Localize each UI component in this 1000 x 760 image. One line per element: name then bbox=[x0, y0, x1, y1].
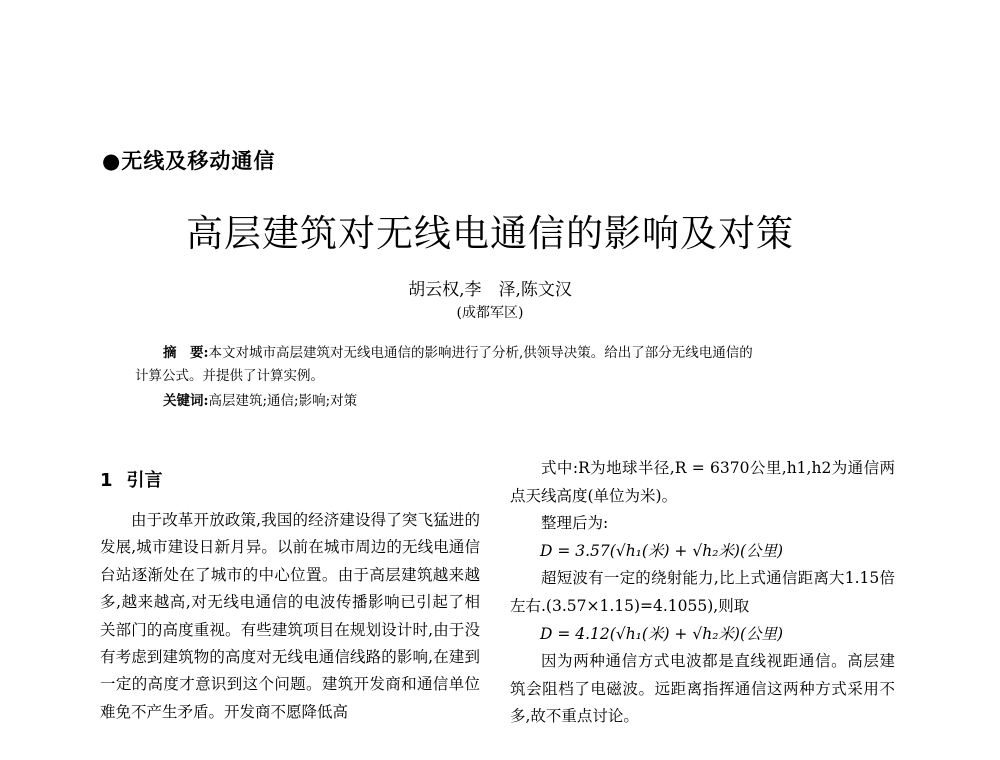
left-column bbox=[100, 466, 480, 726]
line-of-sight-note: 因为两种通信方式电波都是直线视距通信。高层建筑会阻档了电磁波。远距离指挥通信这两种方式采用不多,故不重点讨论。 bbox=[510, 652, 895, 726]
section-tag: ●无线及移动通信 bbox=[102, 149, 276, 173]
section-heading bbox=[100, 466, 480, 492]
abstract bbox=[135, 342, 855, 388]
section-number: 1 bbox=[100, 470, 113, 491]
abstract-label: 摘 要: bbox=[163, 345, 209, 361]
right-column bbox=[510, 455, 895, 731]
paper-title: 高层建筑对无线电通信的影响及对策 bbox=[186, 212, 794, 255]
symbol-definition: 式中:R为地球半径,R = 6370公里,h1,h2为通信两点天线高度(单位为米)。 bbox=[510, 459, 895, 505]
simplify-note: 整理后为: bbox=[541, 514, 609, 533]
keywords bbox=[163, 389, 357, 409]
diffraction-note: 超短波有一定的绕射能力,比上式通信距离大1.15倍左右.(3.57×1.15)=4.1055),则取 bbox=[510, 569, 895, 615]
keywords-text: 高层建筑;通信;影响;对策 bbox=[208, 393, 358, 409]
authors: 胡云权,李 泽,陈文汉 bbox=[408, 280, 572, 300]
abstract-text-1: 本文对城市高层建筑对无线电通信的影响进行了分析,供领导决策。给出了部分无线电通信的 bbox=[208, 345, 753, 361]
intro-paragraph: 由于改革开放政策,我国的经济建设得了突飞猛进的发展,城市建设日新月异。以前在城市周边的无线电通信台站逐渐处在了城市的中心位置。由于高层建筑越来越多,越来越高,对无线电通信的电波传播影响已引起了相关部门的高度重视。有些建筑项目在规划设计时,由于没有考虑到建筑物的高度对无线电通信线路的影响,在建到一定的高度才意识到这个问题。建筑开发商和通信单位难免不产生矛盾。开发商不愿降低高 bbox=[100, 511, 480, 721]
section-title: 引言 bbox=[126, 470, 163, 491]
abstract-line-1 bbox=[135, 342, 855, 365]
keywords-label: 关键词: bbox=[163, 393, 209, 409]
abstract-text-2: 计算公式。并提供了计算实例。 bbox=[135, 368, 324, 384]
formula-1: D = 3.57(√h₁(米) + √h₂米)(公里) bbox=[540, 541, 784, 560]
formula-2: D = 4.12(√h₁(米) + √h₂米)(公里) bbox=[540, 624, 784, 643]
affiliation: (成都军区) bbox=[456, 305, 524, 321]
